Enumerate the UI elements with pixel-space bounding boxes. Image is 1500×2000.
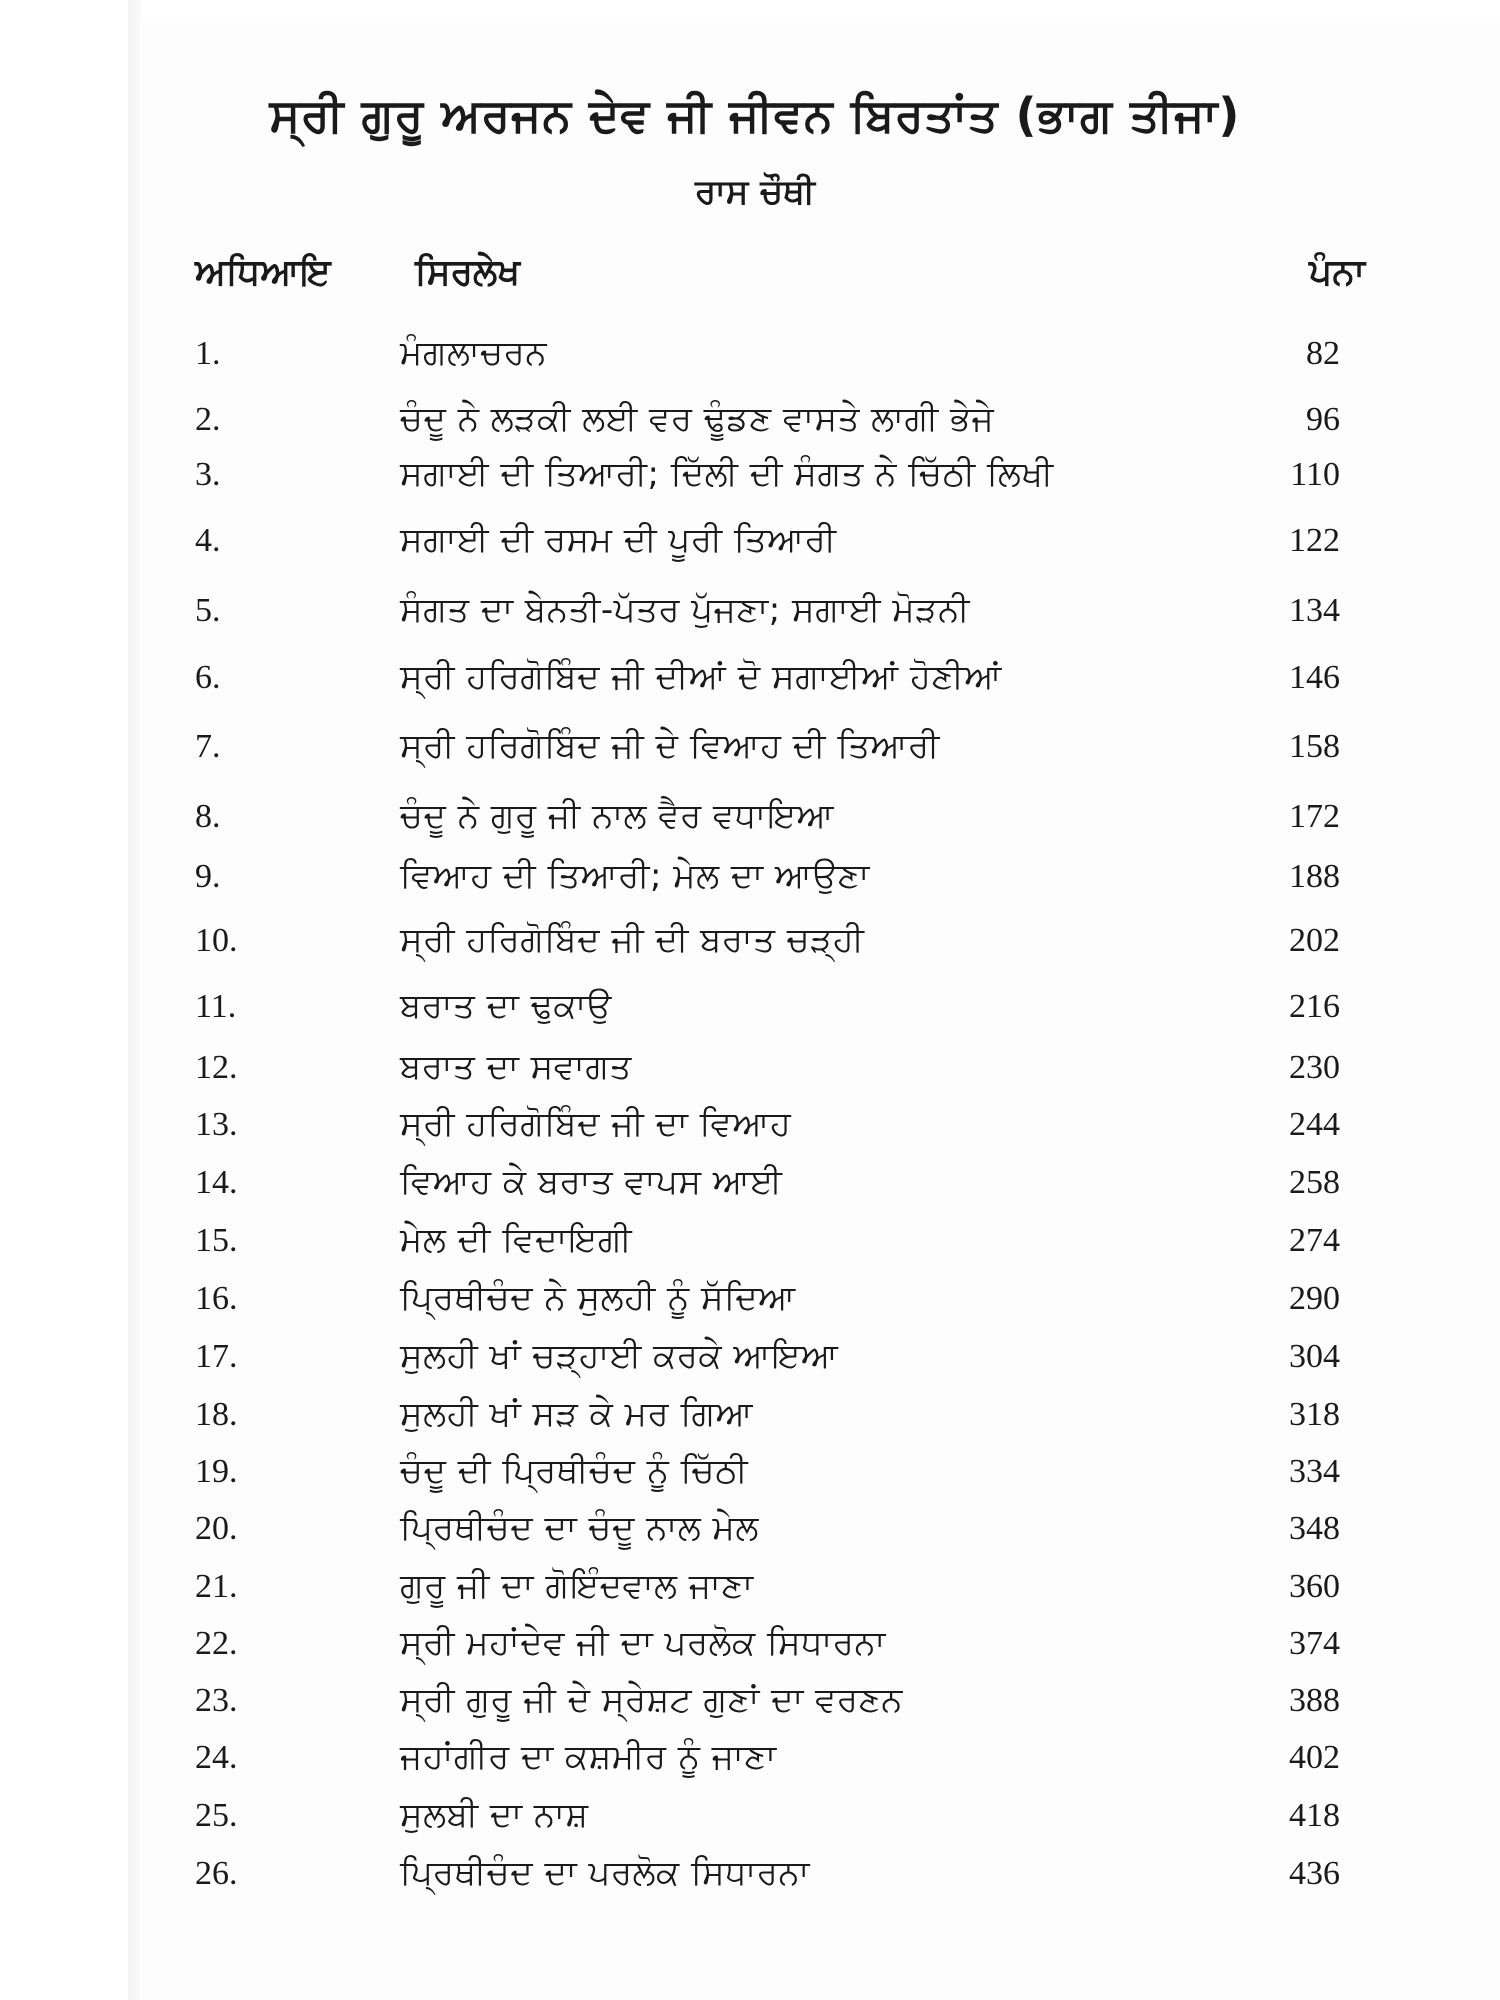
chapter-number: 3. — [195, 456, 221, 493]
table-row — [0, 1855, 1500, 1905]
page-number: 388 — [1289, 1682, 1340, 1719]
chapter-number: 8. — [195, 798, 221, 835]
table-row — [0, 1396, 1500, 1446]
chapter-title: ਗੁਰੂ ਜੀ ਦਾ ਗੋਇੰਦਵਾਲ ਜਾਣਾ — [400, 1566, 754, 1606]
page-number: 334 — [1289, 1453, 1340, 1490]
chapter-title: ਚੰਦੂ ਦੀ ਪ੍ਰਿਥੀਚੰਦ ਨੂੰ ਚਿੱਠੀ — [400, 1451, 749, 1491]
chapter-title: ਚੰਦੂ ਨੇ ਗੁਰੂ ਜੀ ਨਾਲ ਵੈਰ ਵਧਾਇਆ — [400, 796, 834, 836]
page-number: 304 — [1289, 1338, 1340, 1375]
column-header-chapter: ਅਧਿਆਇ — [195, 252, 331, 293]
chapter-number: 13. — [195, 1106, 238, 1143]
table-row — [0, 335, 1500, 385]
chapter-title: ਸ੍ਰੀ ਮਹਾਂਦੇਵ ਜੀ ਦਾ ਪਰਲੋਕ ਸਿਧਾਰਨਾ — [400, 1623, 886, 1663]
chapter-title: ਵਿਆਹ ਦੀ ਤਿਆਰੀ; ਮੇਲ ਦਾ ਆਉਣਾ — [400, 856, 870, 896]
chapter-number: 5. — [195, 592, 221, 629]
table-row — [0, 522, 1500, 572]
chapter-title: ਮੰਗਲਾਚਰਨ — [400, 333, 547, 373]
page-number: 360 — [1289, 1568, 1340, 1605]
chapter-number: 4. — [195, 522, 221, 559]
page-title: ਸ੍ਰੀ ਗੁਰੂ ਅਰਜਨ ਦੇਵ ਜੀ ਜੀਵਨ ਬਿਰਤਾਂਤ (ਭਾਗ ਤੀਜਾ) — [269, 88, 1241, 142]
chapter-title: ਵਿਆਹ ਕੇ ਬਰਾਤ ਵਾਪਸ ਆਈ — [400, 1162, 783, 1202]
chapter-number: 15. — [195, 1222, 238, 1259]
chapter-number: 11. — [195, 988, 237, 1025]
table-row — [0, 1625, 1500, 1675]
table-row — [0, 401, 1500, 451]
table-row — [0, 1106, 1500, 1156]
table-row — [0, 592, 1500, 642]
chapter-title: ਬਰਾਤ ਦਾ ਸਵਾਗਤ — [400, 1047, 632, 1087]
chapter-title: ਸ੍ਰੀ ਹਰਿਗੋਬਿੰਦ ਜੀ ਦੀ ਬਰਾਤ ਚੜ੍ਹੀ — [400, 920, 865, 960]
table-row — [0, 922, 1500, 972]
chapter-title: ਚੰਦੂ ਨੇ ਲੜਕੀ ਲਈ ਵਰ ਢੂੰਡਣ ਵਾਸਤੇ ਲਾਗੀ ਭੇਜੇ — [400, 399, 995, 439]
column-header-heading: ਸਿਰਲੇਖ — [415, 252, 521, 293]
chapter-number: 24. — [195, 1739, 238, 1776]
column-header-page: ਪੰਨਾ — [1308, 252, 1365, 293]
page-number: 216 — [1289, 988, 1340, 1025]
chapter-number: 2. — [195, 401, 221, 438]
page-number: 348 — [1289, 1510, 1340, 1547]
page-number: 188 — [1289, 858, 1340, 895]
chapter-number: 18. — [195, 1396, 238, 1433]
chapter-number: 12. — [195, 1049, 238, 1086]
table-row — [0, 988, 1500, 1038]
chapter-number: 7. — [195, 728, 221, 765]
chapter-title: ਬਰਾਤ ਦਾ ਢੁਕਾਉ — [400, 986, 612, 1026]
page-number: 436 — [1289, 1855, 1340, 1892]
table-row — [0, 798, 1500, 848]
chapter-title: ਪ੍ਰਿਥੀਚੰਦ ਦਾ ਪਰਲੋਕ ਸਿਧਾਰਨਾ — [400, 1853, 810, 1893]
table-row — [0, 456, 1500, 506]
chapter-number: 21. — [195, 1568, 238, 1605]
table-row — [0, 1338, 1500, 1388]
page-number: 96 — [1306, 401, 1340, 438]
chapter-number: 9. — [195, 858, 221, 895]
chapter-number: 19. — [195, 1453, 238, 1490]
chapter-title: ਸਗਾਈ ਦੀ ਤਿਆਰੀ; ਦਿੱਲੀ ਦੀ ਸੰਗਤ ਨੇ ਚਿੱਠੀ ਲਿਖੀ — [400, 454, 1054, 494]
chapter-title: ਸ੍ਰੀ ਗੁਰੂ ਜੀ ਦੇ ਸ੍ਰੇਸ਼ਟ ਗੁਣਾਂ ਦਾ ਵਰਣਨ — [400, 1680, 903, 1720]
table-row — [0, 1164, 1500, 1214]
page-number: 374 — [1289, 1625, 1340, 1662]
chapter-title: ਸੁਲਬੀ ਦਾ ਨਾਸ਼ — [400, 1795, 589, 1835]
page-number: 244 — [1289, 1106, 1340, 1143]
chapter-title: ਸੁਲਹੀ ਖਾਂ ਚੜ੍ਹਾਈ ਕਰਕੇ ਆਇਆ — [400, 1336, 839, 1376]
page-number: 202 — [1289, 922, 1340, 959]
page-number: 134 — [1289, 592, 1340, 629]
chapter-number: 22. — [195, 1625, 238, 1662]
page-number: 172 — [1289, 798, 1340, 835]
chapter-number: 1. — [195, 335, 221, 372]
chapter-number: 14. — [195, 1164, 238, 1201]
table-row — [0, 1739, 1500, 1789]
page-number: 318 — [1289, 1396, 1340, 1433]
page-number: 158 — [1289, 728, 1340, 765]
chapter-title: ਸੁਲਹੀ ਖਾਂ ਸੜ ਕੇ ਮਰ ਗਿਆ — [400, 1394, 754, 1434]
page-number: 122 — [1289, 522, 1340, 559]
chapter-title: ਸਗਾਈ ਦੀ ਰਸਮ ਦੀ ਪੂਰੀ ਤਿਆਰੀ — [400, 520, 837, 560]
page-number: 402 — [1289, 1739, 1340, 1776]
chapter-number: 23. — [195, 1682, 238, 1719]
table-row — [0, 1280, 1500, 1330]
chapter-title: ਸ੍ਰੀ ਹਰਿਗੋਬਿੰਦ ਜੀ ਦੇ ਵਿਆਹ ਦੀ ਤਿਆਰੀ — [400, 726, 940, 766]
page-number: 230 — [1289, 1049, 1340, 1086]
chapter-title: ਪ੍ਰਿਥੀਚੰਦ ਦਾ ਚੰਦੂ ਨਾਲ ਮੇਲ — [400, 1508, 759, 1548]
chapter-title: ਸ੍ਰੀ ਹਰਿਗੋਬਿੰਦ ਜੀ ਦਾ ਵਿਆਹ — [400, 1104, 792, 1144]
table-row — [0, 1049, 1500, 1099]
chapter-number: 25. — [195, 1797, 238, 1834]
page-number: 146 — [1289, 659, 1340, 696]
table-row — [0, 1568, 1500, 1618]
chapter-number: 26. — [195, 1855, 238, 1892]
page-number: 82 — [1306, 335, 1340, 372]
table-row — [0, 1682, 1500, 1732]
page-number: 110 — [1290, 456, 1340, 493]
section-subtitle: ਰਾਸ ਚੌਥੀ — [695, 172, 815, 212]
chapter-number: 20. — [195, 1510, 238, 1547]
chapter-title: ਪ੍ਰਿਥੀਚੰਦ ਨੇ ਸੁਲਹੀ ਨੂੰ ਸੱਦਿਆ — [400, 1278, 796, 1318]
table-row — [0, 1797, 1500, 1847]
chapter-title: ਮੇਲ ਦੀ ਵਿਦਾਇਗੀ — [400, 1220, 633, 1260]
table-row — [0, 1222, 1500, 1272]
page-number: 290 — [1289, 1280, 1340, 1317]
table-row — [0, 1510, 1500, 1560]
table-row — [0, 728, 1500, 778]
table-row — [0, 1453, 1500, 1503]
chapter-title: ਜਹਾਂਗੀਰ ਦਾ ਕਸ਼ਮੀਰ ਨੂੰ ਜਾਣਾ — [400, 1737, 777, 1777]
page-number: 418 — [1289, 1797, 1340, 1834]
chapter-title: ਸੰਗਤ ਦਾ ਬੇਨਤੀ-ਪੱਤਰ ਪੁੱਜਣਾ; ਸਗਾਈ ਮੋੜਨੀ — [400, 590, 970, 630]
page-number: 258 — [1289, 1164, 1340, 1201]
chapter-number: 16. — [195, 1280, 238, 1317]
chapter-number: 10. — [195, 922, 238, 959]
page-number: 274 — [1289, 1222, 1340, 1259]
table-row — [0, 659, 1500, 709]
chapter-number: 17. — [195, 1338, 238, 1375]
chapter-number: 6. — [195, 659, 221, 696]
table-row — [0, 858, 1500, 908]
chapter-title: ਸ੍ਰੀ ਹਰਿਗੋਬਿੰਦ ਜੀ ਦੀਆਂ ਦੋ ਸਗਾਈਆਂ ਹੋਣੀਆਂ — [400, 657, 1002, 697]
